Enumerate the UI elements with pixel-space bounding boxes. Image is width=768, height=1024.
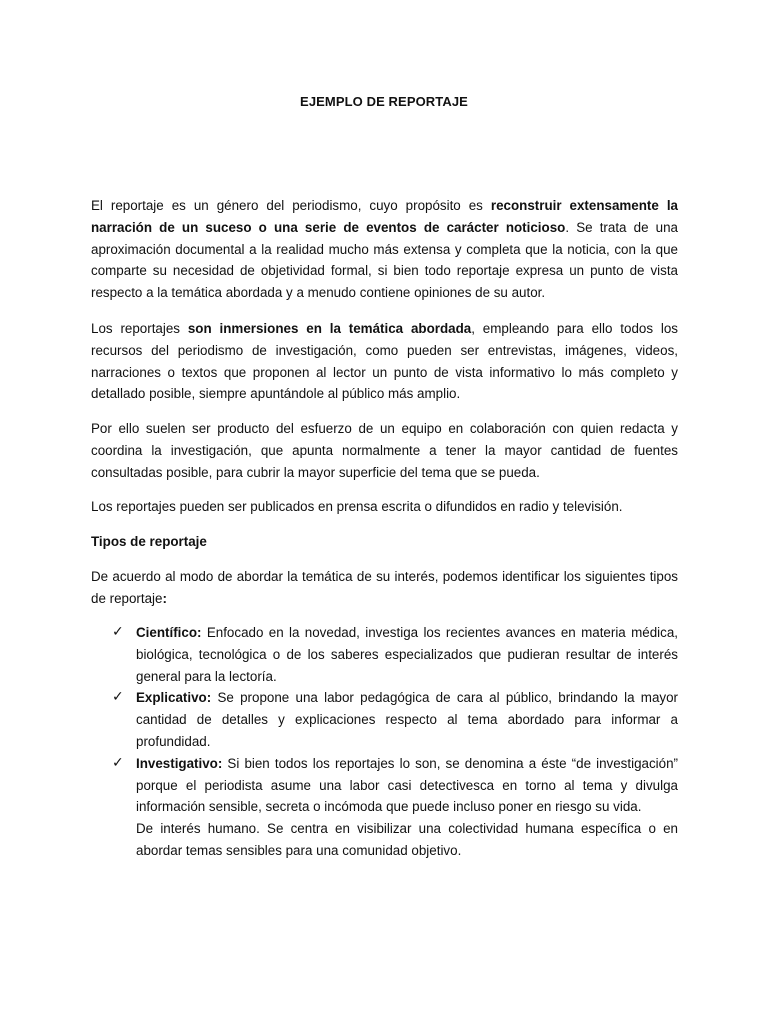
paragraph-team-effort — [91, 418, 678, 483]
paragraph-text: El reportaje es un género del periodismo, cuyo propósito es — [91, 198, 491, 213]
list-item-term: Investigativo: — [136, 755, 223, 771]
subheading-types — [91, 531, 678, 553]
paragraph-text: Los reportajes — [91, 321, 188, 336]
paragraph-text: , empleando para ello todos los recursos del periodismo de investigación, como pueden ser entrevistas, imágenes, videos, narraciones o textos que proponen al lector un punto de vista informativo lo más completo y detallado posible, siempre apuntándole al público más amplio. — [91, 321, 679, 402]
paragraph-text: Los reportajes pueden ser publicados en prensa escrita o difundidos en radio y televisión. — [91, 499, 623, 514]
document-title: EJEMPLO DE REPORTAJE — [300, 94, 468, 109]
paragraph-bold-text: : — [162, 590, 167, 606]
types-list — [112, 622, 678, 862]
subheading-text: Tipos de reportaje — [91, 534, 207, 549]
paragraph-immersion — [91, 318, 678, 405]
list-item-text: Si bien todos los reportajes lo son, se denomina a éste “de investigación” porque el periodista asume una labor casi detectivesca en torno al tema y divulga información sensible, secreta o incómoda que puede incluso poner en riesgo su vida. — [136, 755, 678, 815]
list-item-cientifico — [112, 622, 678, 687]
paragraph-text: De acuerdo al modo de abordar la temática de su interés, podemos identificar los siguientes tipos de reportaje — [91, 569, 678, 606]
list-item-text: Se propone una labor pedagógica de cara al público, brindando la mayor cantidad de detalles y explicaciones respecto al tema abordado para informar a profundidad. — [136, 690, 678, 749]
paragraph-definition — [91, 195, 678, 304]
list-item-explicativo — [112, 687, 678, 752]
list-item-term: Científico: — [136, 625, 202, 640]
paragraph-types-intro — [91, 566, 678, 610]
paragraph-text: Por ello suelen ser producto del esfuerzo de un equipo en colaboración con quien redacta y coordina la investigación, que apunta normalmente a tener la mayor cantidad de fuentes consultadas posible, para cubrir la mayor superficie del tema que se pueda. — [91, 421, 678, 480]
checkmark-icon: ✓ — [112, 754, 124, 771]
paragraph-bold-text: reconstruir extensamente la narración de un suceso o una serie de eventos de carácter noticioso — [91, 198, 678, 235]
checkmark-icon: ✓ — [112, 689, 124, 706]
list-extra-human-interest: De interés humano. Se centra en visibilizar una colectividad humana específica o en abordar temas sensibles para una comunidad objetivo. — [136, 821, 678, 858]
checkmark-icon: ✓ — [112, 624, 124, 640]
list-item-term: Explicativo: — [136, 690, 212, 706]
paragraph-bold-text: son inmersiones en la temática abordada — [187, 321, 472, 336]
paragraph-publication — [91, 496, 678, 518]
list-item-text: Enfocado en la novedad, investiga los recientes avances en materia médica, biológica, tecnológica o de los saberes especializados que pudieran resultar de interés general para la lectoría. — [136, 625, 678, 684]
list-item-investigativo — [112, 753, 678, 818]
paragraph-text: . Se trata de una aproximación documental a la realidad mucho más extensa y completa que la noticia, con la que comparte su necesidad de objetividad formal, si bien todo reportaje expresa un punto de vista respecto a la temática abordada y a menudo contiene opiniones de su autor. — [91, 219, 678, 301]
